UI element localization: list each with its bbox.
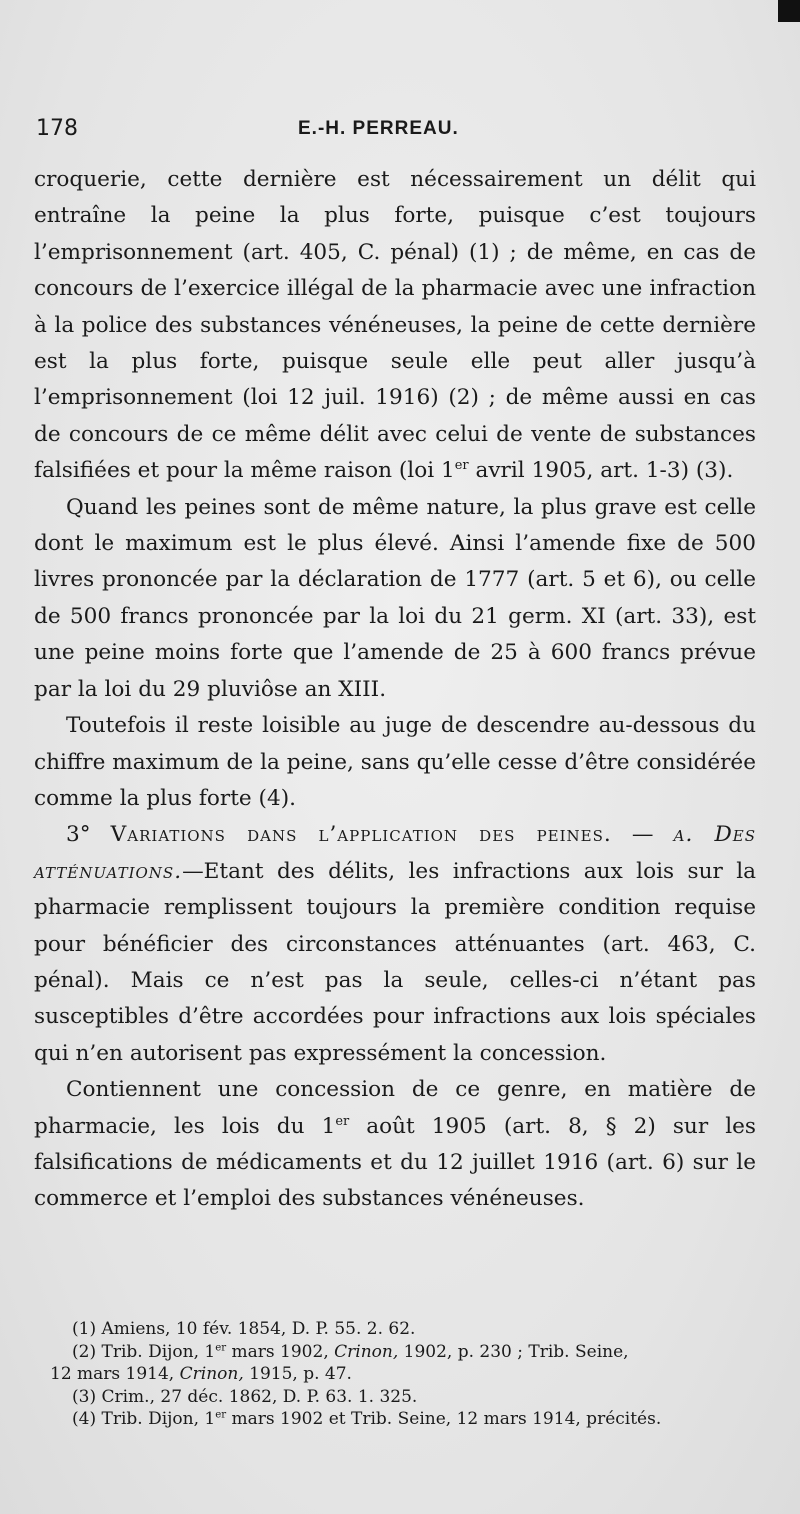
paragraph-1: [34, 162, 756, 490]
superscript: er: [454, 458, 469, 474]
footnotes: [50, 1318, 770, 1431]
superscript: er: [215, 1409, 227, 1421]
superscript: er: [215, 1341, 227, 1353]
section-dash: —: [611, 822, 674, 848]
paragraph-3: Toutefois il reste loisible au juge de descendre au-dessous du chiffre maximum de la peine, sans qu’elle cesse d’être considérée comme la plus forte (4).: [34, 713, 756, 811]
scan-corner-shadow: [778, 0, 800, 22]
section-heading: Variations dans l’application des peines.: [110, 822, 612, 848]
footnote-2-journal-2: Crinon,: [179, 1364, 244, 1384]
section-number: 3°: [66, 822, 111, 848]
paragraph-1-end: avril 1905, art. 1-3) (3).: [468, 458, 734, 484]
footnote-1: (1) Amiens, 10 fév. 1854, D. P. 55. 2. 62.: [72, 1319, 416, 1339]
subsection-heading: a. Des atténuations.: [34, 822, 756, 884]
superscript: er: [335, 1113, 350, 1129]
footnote-2-b: mars 1902,: [226, 1341, 335, 1362]
page-number: 178: [36, 116, 78, 141]
paragraph-2: Quand les peines sont de même nature, la plus grave est celle dont le maximum est le plus élevé. Ainsi l’amende fixe de 500 livres prononcée par la déclaration de 1777 (art. 5 et 6), ou celle de 500 francs prononcée par la loi du 21 germ. XI (art. 33), est une peine moins forte que l’amende de 25 à 600 francs prévue par la loi du 29 pluviôse an XIII.: [34, 494, 756, 702]
footnote-2-continued: [50, 1363, 770, 1386]
footnote-4-b: mars 1902 et Trib. Seine, 12 mars 1914, précités.: [226, 1409, 662, 1429]
footnote-2-journal: Crinon,: [334, 1341, 399, 1362]
paragraph-5-text-b: août 1905 (art. 8, § 2) sur les falsifications de médicaments et du 12 juillet 1916 (art. 6) sur le commerce et l’emploi des substances vénéneuses.: [34, 1113, 756, 1212]
running-head: E.-H. PERREAU.: [298, 118, 459, 139]
paragraph-4: [34, 817, 756, 1072]
page-header: [36, 116, 740, 146]
paragraph-5-text-a: Contiennent une concession de ce genre, en matière de pharmacie, les lois du 1: [34, 1077, 756, 1139]
footnote-3: (3) Crim., 27 déc. 1862, D. P. 63. 1. 325.: [72, 1386, 418, 1407]
footnote-2-e: 1915, p. 47.: [243, 1364, 352, 1384]
footnote-4: [50, 1408, 770, 1431]
footnote-2-c: 1902, p. 230 ; Trib. Seine,: [398, 1341, 629, 1362]
footnote-2: [50, 1341, 770, 1364]
footnote-2-d: 12 mars 1914,: [50, 1364, 180, 1384]
footnote-2-a: (2) Trib. Dijon, 1: [72, 1341, 216, 1362]
paragraph-5: [34, 1072, 756, 1218]
body-text: [34, 162, 756, 1218]
paragraph-1-text: croquerie, cette dernière est nécessairement un délit qui entraîne la peine la plus forte, puisque c’est toujours l’emprisonnement (art. 405, C. pénal) (1) ; de même, en cas de concours de l’exercice illégal de la pharmacie avec une infraction à la police des substances vénéneuses, la peine de cette dernière est la plus forte, puisque seule elle peut aller jusqu’à l’emprisonnement (loi 12 juil. 1916) (2) ; de même aussi en cas de concours de ce même délit avec celui de vente de substances falsifiées et pour la même raison (loi 1: [34, 167, 756, 484]
paragraph-4-text: —Etant des délits, les infractions aux lois sur la pharmacie remplissent toujours la première condition requise pour bénéficier des circonstances atténuantes (art. 463, C. pénal). Mais ce n’est pas la seule, celles-ci n’étant pas susceptibles d’être accordées pour infractions aux lois spéciales qui n’en autorisent pas expressément la concession.: [34, 858, 756, 1066]
footnote-4-a: (4) Trib. Dijon, 1: [72, 1409, 216, 1429]
